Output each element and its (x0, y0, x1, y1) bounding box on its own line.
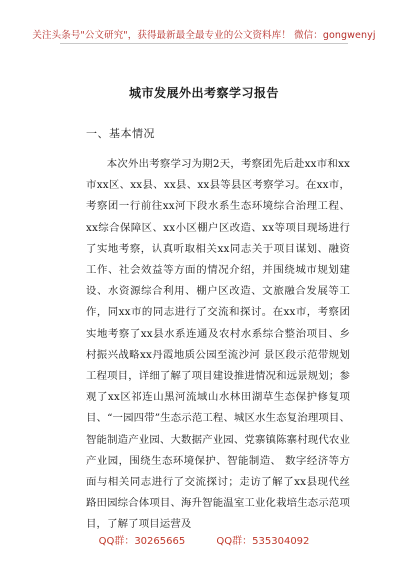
header-promo-note: 关注头条号"公文研究"，获得最新最全最专业的公文资料库！ 微信：gongwenyj (32, 30, 376, 41)
footer-qq-group-1: QQ群：30265665 (98, 536, 186, 547)
footer-contact (0, 532, 408, 547)
document-title: 城市发展外出考察学习报告 (128, 86, 279, 100)
header-divider (60, 43, 348, 44)
body-paragraph: 本次外出考察学习为期2天，考察团先后赴xx市和xx市xx区、xx县、xx县、xx县等县区考察学习。在xx市，考察团一行前往xx河下段水系生态环境综合治理工程、xx综合保障区、xx小区棚户区改造、xx等项目现场进行了实地考察，认真听取相关xx同志关于项目谋划、融资工作、社会效益等方面的情况介绍，并围绕城市规划建设、水资源综合利用、棚户区改造、文旅融合发展等工作，同xx市的同志进行了交流和探讨。在xx市，考察团实地考察了xx县水系连通及农村水系综合整治项目、乡村振兴战略xx丹霞地质公园至流沙河 景区段示范带规划工程项目，详细了解了项目建设推进情况和远景规划；参观了xx区祁连山黑河流域山水林田湖草生态保护修复项目、“一园四带”生态示范工程、城区水生态复治理项目、智能制造产业园、大数据产业园、党寨镇陈寨村现代农业产业园，围绕生态环境保护、智能制造、 数字经济等方面与相关同志进行了交流探讨；走访了解了xx县现代丝路田园综合体项目、海升智能温室工业化栽培生态示范项目，了解了项目运营及 (86, 158, 350, 531)
footer-qq-group-2: QQ群：535304092 (216, 536, 310, 547)
section-heading: 一、基本情况 (86, 127, 155, 140)
